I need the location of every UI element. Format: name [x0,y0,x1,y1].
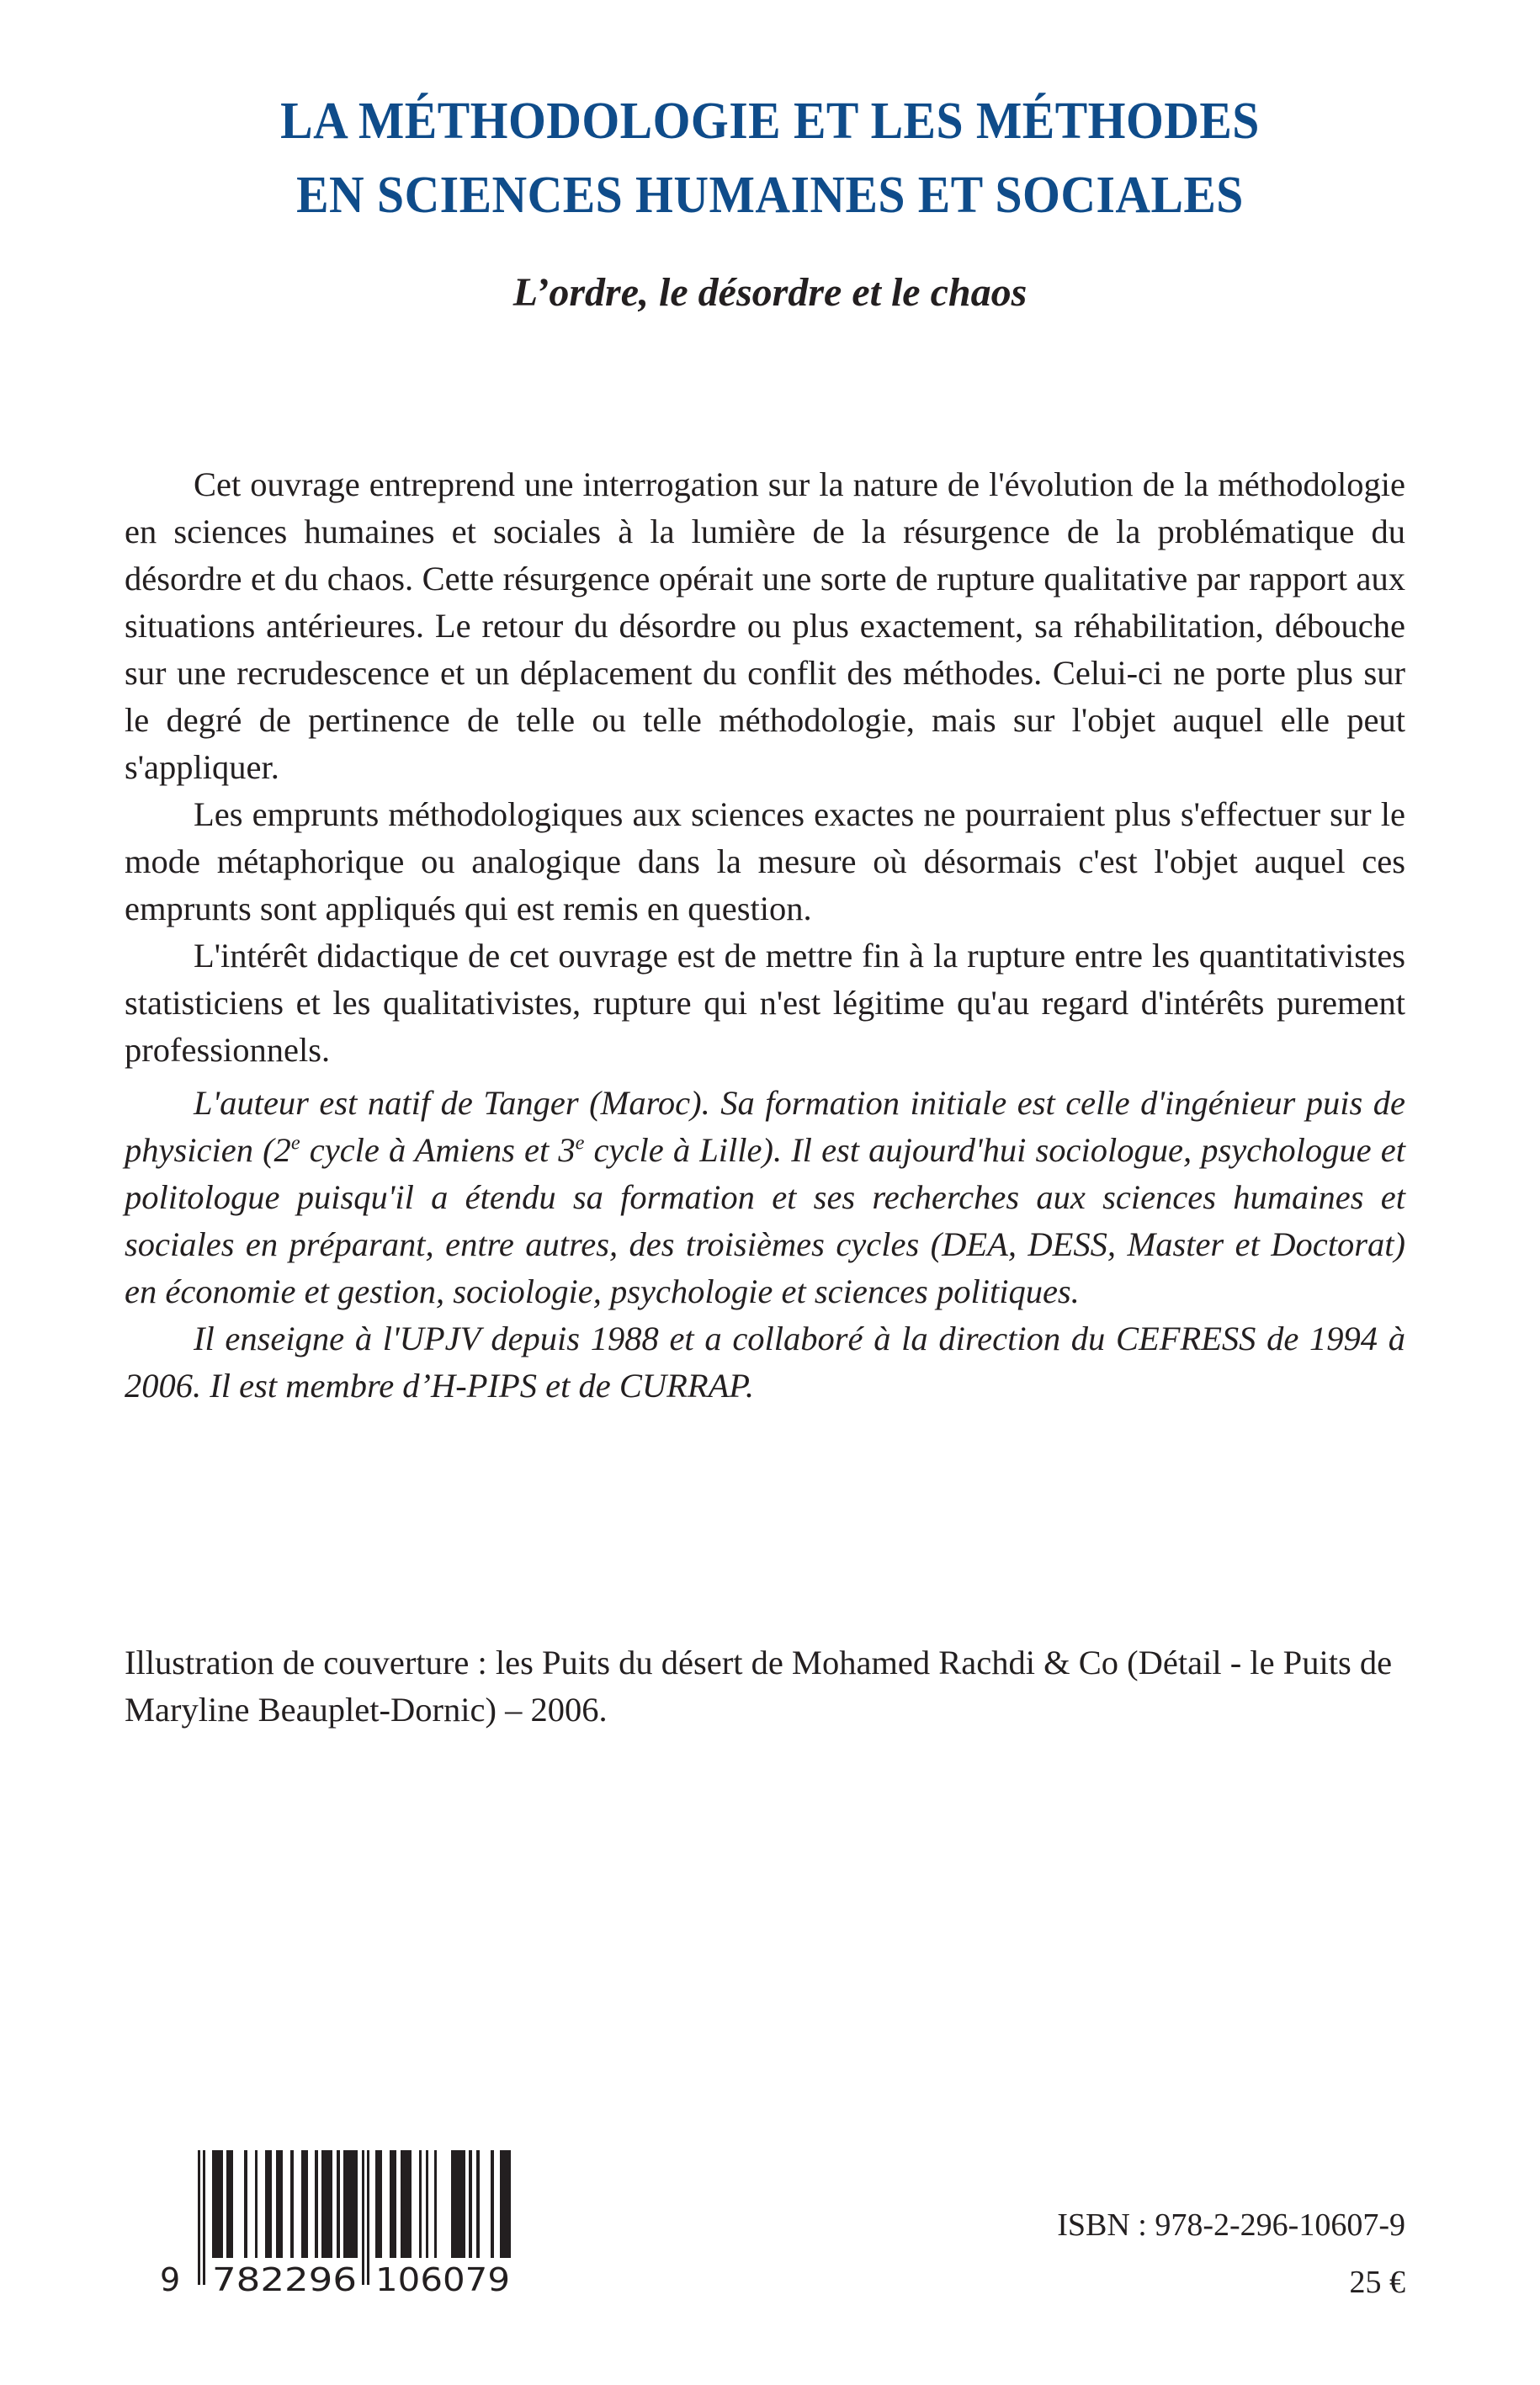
author-paragraph-1 [125,1080,1405,1315]
credit-text: Illustration de couverture : les Puits du désert de Mohamed Rachdi & Co (Détail - le Puits de Maryline Beauplet-Dornic) – 2006. [125,1644,1393,1729]
title-line-1: LA MÉTHODOLOGIE ET LES MÉTHODES [280,93,1260,150]
book-subtitle: L’ordre, le désordre et le chaos [512,270,1028,315]
summary-text [125,461,1405,1074]
author-paragraph-2: Il enseigne à l'UPJV depuis 1988 et a collaboré à la direction du CEFRESS de 1994 à 2006. Il est membre d’H-PIPS et de CURRAP. [125,1320,1405,1405]
author-text: cycle à Amiens et 3 [300,1131,576,1169]
barcode-icon [160,2146,513,2314]
barcode-left-group: 782296 [212,2261,357,2298]
superscript: e [290,1131,300,1155]
cover-illustration-credit [125,1639,1405,1734]
book-title [54,84,1486,232]
summary-paragraph-2: Les emprunts méthodologiques aux sciences exactes ne pourraient plus s'effectuer sur le mode métaphorique ou analogique dans la mesure où désormais c'est l'objet auquel ces emprunts sont appliqués qui est remis en question. [125,795,1405,927]
isbn-number: ISBN : 978-2-296-10607-9 [1057,2207,1405,2243]
barcode-first-digit: 9 [160,2261,181,2298]
barcode-right-group: 106079 [375,2261,510,2298]
title-line-2: EN SCIENCES HUMAINES ET SOCIALES [296,167,1244,224]
summary-paragraph-3: L'intérêt didactique de cet ouvrage est de mettre fin à la rupture entre les quantitativistes statisticiens et les qualitativistes, rupture qui n'est légitime qu'au regard d'intérêts purement professionnels. [125,937,1405,1069]
summary-paragraph-1: Cet ouvrage entreprend une interrogation sur la nature de l'évolution de la méthodologie en sciences humaines et sociales à la lumière de la résurgence de la problématique du désordre et du chaos. Cette résurgence opérait une sorte de rupture qualitative par rapport aux situations antérieures. Le retour du désordre ou plus exactement, sa réhabilitation, débouche sur une recrudescence et un déplacement du conflit des méthodes. Celui-ci ne porte plus sur le degré de pertinence de telle ou telle méthodologie, mais sur l'objet auquel elle peut s'appliquer. [125,465,1405,786]
price: 25 € [1349,2265,1405,2300]
author-bio [125,1080,1405,1410]
isbn-barcode [160,2146,513,2314]
superscript: e [575,1131,585,1155]
author-text: L'auteur est natif de Tanger (Maroc). Sa formation initiale est celle d'ingénieur puis de physicien (2 [125,1084,1405,1169]
author-text: cycle à Lille). Il est aujourd'hui sociologue, psychologue et politologue puisqu'il a étendu sa formation et ses recherches aux sciences humaines et sociales en préparant, entre autres, des troisièmes cycles (DEA, DESS, Master et Doctorat) en économie et gestion, sociologie, psychologie et sciences politiques. [125,1131,1405,1310]
